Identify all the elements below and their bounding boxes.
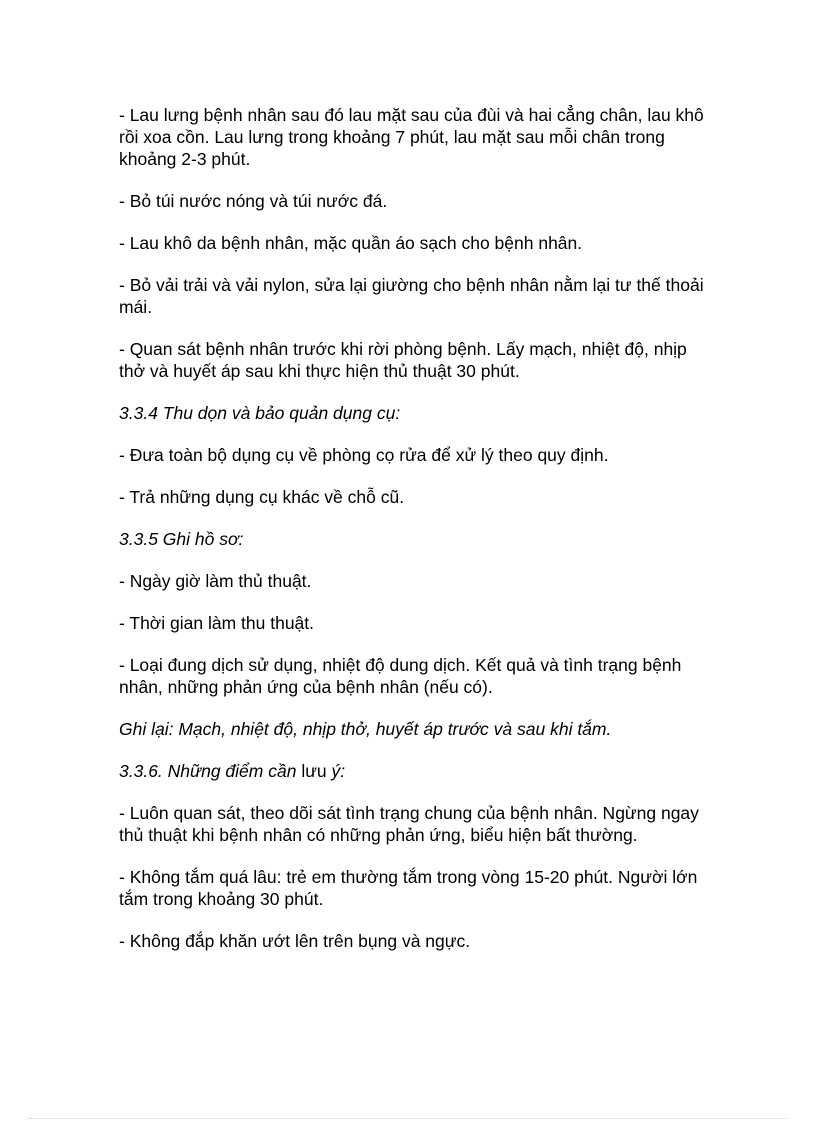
heading-3-3-6-part1: 3.3.6. Những điểm cần: [119, 761, 302, 781]
paragraph-monitor-patient: - Luôn quan sát, theo dõi sát tình trạng chung của bệnh nhân. Ngừng ngay thủ thuật khi bệnh nhân có những phản ứng, biểu hiện bất thường.: [119, 803, 699, 845]
paragraph-no-wet-towel: - Không đắp khăn ướt lên trên bụng và ngực.: [119, 931, 471, 951]
paragraph-bring-tools: - Đưa toàn bộ dụng cụ về phòng cọ rửa để xử lý theo quy định.: [119, 445, 609, 465]
heading-3-3-6: [119, 760, 709, 782]
paragraph-date-time: - Ngày giờ làm thủ thuật.: [119, 571, 312, 591]
paragraph-remake-bed: - Bỏ vải trải và vải nylon, sửa lại giường cho bệnh nhân nằm lại tư thế thoải mái.: [119, 275, 704, 317]
note-record-vitals: Ghi lại: Mạch, nhiệt độ, nhịp thở, huyết áp trước và sau khi tắm.: [119, 719, 612, 739]
paragraph-remove-bags: - Bỏ túi nước nóng và túi nước đá.: [119, 191, 388, 211]
heading-3-3-6-part3: ý:: [326, 761, 346, 781]
page-bottom-divider: [28, 1118, 788, 1119]
paragraph-back-wiping: - Lau lưng bệnh nhân sau đó lau mặt sau của đùi và hai cẳng chân, lau khô rồi xoa cồn. Lau lưng trong khoảng 7 phút, lau mặt sau mỗi chân trong khoảng 2-3 phút.: [119, 105, 704, 169]
heading-3-3-5: 3.3.5 Ghi hồ sơ:: [119, 529, 244, 549]
heading-3-3-4: 3.3.4 Thu dọn và bảo quản dụng cụ:: [119, 403, 401, 423]
paragraph-observe-patient: - Quan sát bệnh nhân trước khi rời phòng bệnh. Lấy mạch, nhiệt độ, nhịp thở và huyết áp sau khi thực hiện thủ thuật 30 phút.: [119, 339, 687, 381]
heading-3-3-6-part2: lưu: [301, 761, 327, 781]
paragraph-bath-duration: - Không tắm quá lâu: trẻ em thường tắm trong vòng 15-20 phút. Người lớn tắm trong khoảng 30 phút.: [119, 867, 698, 909]
paragraph-return-tools: - Trả những dụng cụ khác về chỗ cũ.: [119, 487, 405, 507]
document-body: [119, 104, 709, 972]
paragraph-solution-results: - Loại đung dịch sử dụng, nhiệt độ dung dịch. Kết quả và tình trạng bệnh nhân, những phản ứng của bệnh nhân (nếu có).: [119, 655, 682, 697]
paragraph-dry-skin: - Lau khô da bệnh nhân, mặc quần áo sạch cho bệnh nhân.: [119, 233, 583, 253]
paragraph-duration: - Thời gian làm thu thuật.: [119, 613, 315, 633]
